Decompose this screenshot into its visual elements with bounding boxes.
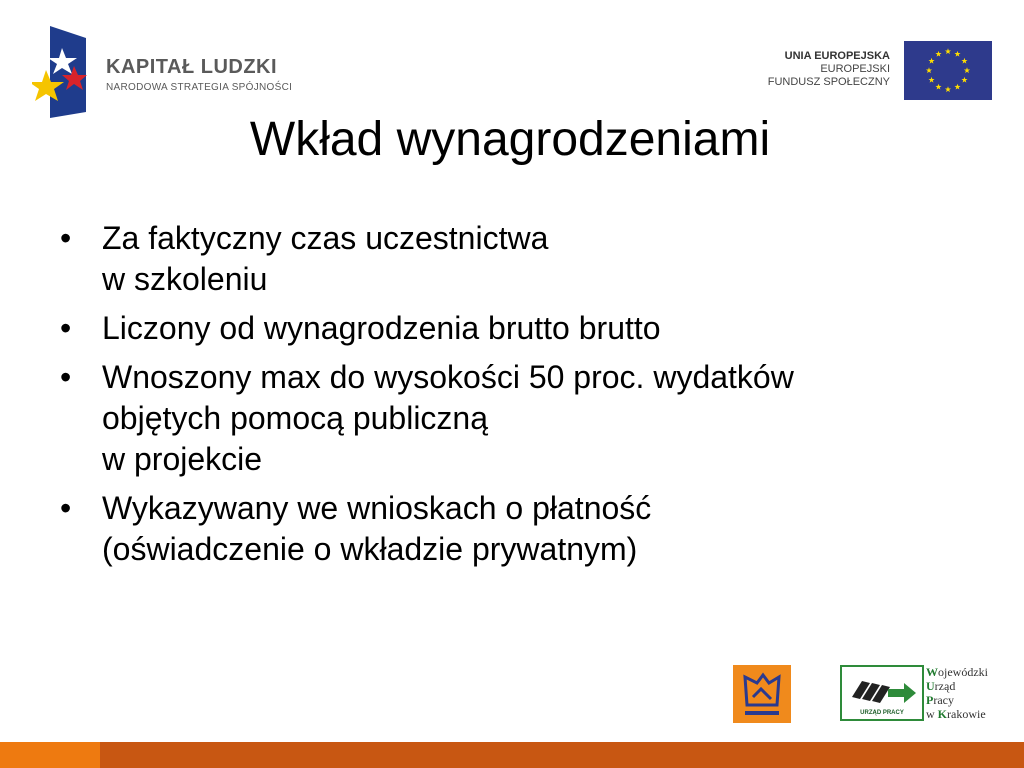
wup-rest: ojewódzki xyxy=(938,665,988,679)
wup-prefix: w xyxy=(926,707,938,721)
slide-title: Wkład wynagrodzeniami xyxy=(249,113,771,166)
wup-initial: U xyxy=(926,679,935,693)
eu-flag-icon xyxy=(904,41,992,100)
bullet-icon: • xyxy=(60,359,72,395)
malopolska-logo xyxy=(733,665,791,723)
bullet-icon: • xyxy=(60,220,72,256)
bullet-line: Za faktyczny czas uczestnictwa xyxy=(102,220,549,256)
wup-line xyxy=(926,693,988,707)
bullet-line: w szkoleniu xyxy=(102,261,268,297)
wup-initial: W xyxy=(926,665,938,679)
kapital-ludzki-title: KAPITAŁ LUDZKI xyxy=(106,56,278,78)
urzad-pracy-icon xyxy=(842,669,922,709)
wup-rest: racy xyxy=(933,693,954,707)
bullet-line: (oświadczenie o wkładzie prywatnym) xyxy=(102,531,638,567)
wup-line xyxy=(926,665,988,679)
wup-line xyxy=(926,679,988,693)
bullet-line: Liczony od wynagrodzenia brutto brutto xyxy=(102,310,661,346)
eu-line1: UNIA EUROPEJSKA xyxy=(784,50,890,62)
bullet-line: w projekcie xyxy=(102,441,263,477)
footer-bar-accent xyxy=(0,742,100,768)
wup-name xyxy=(926,665,988,721)
kapital-ludzki-icon xyxy=(32,26,94,118)
kapital-ludzki-logo xyxy=(32,26,302,118)
wup-line xyxy=(926,707,988,721)
bullet-item xyxy=(60,488,990,570)
eu-line2: EUROPEJSKI xyxy=(820,63,890,75)
bullet-line: Wnoszony max do wysokości 50 proc. wydatków xyxy=(102,359,794,395)
urzad-pracy-label: URZĄD PRACY xyxy=(860,710,904,716)
kapital-ludzki-subtitle: NARODOWA STRATEGIA SPÓJNOŚCI xyxy=(106,82,293,93)
eu-logo xyxy=(740,38,994,102)
wup-initial: P xyxy=(926,693,934,707)
bullet-icon: • xyxy=(60,490,72,526)
footer-bar xyxy=(100,742,1024,768)
bullet-item xyxy=(60,308,990,349)
bullet-item xyxy=(60,357,990,480)
urzad-pracy-logo xyxy=(840,665,924,721)
bullet-list xyxy=(60,218,990,578)
wup-initial: K xyxy=(937,707,948,721)
eu-line3: FUNDUSZ SPOŁECZNY xyxy=(767,76,890,88)
bullet-line: Wykazywany we wnioskach o płatność xyxy=(102,490,652,526)
bullet-icon: • xyxy=(60,310,72,346)
eu-text xyxy=(768,50,890,89)
bullet-item xyxy=(60,218,990,300)
bullet-line: objętych pomocą publiczną xyxy=(102,400,489,436)
wup-rest: rakowie xyxy=(947,707,986,721)
wup-rest: rząd xyxy=(934,679,956,693)
